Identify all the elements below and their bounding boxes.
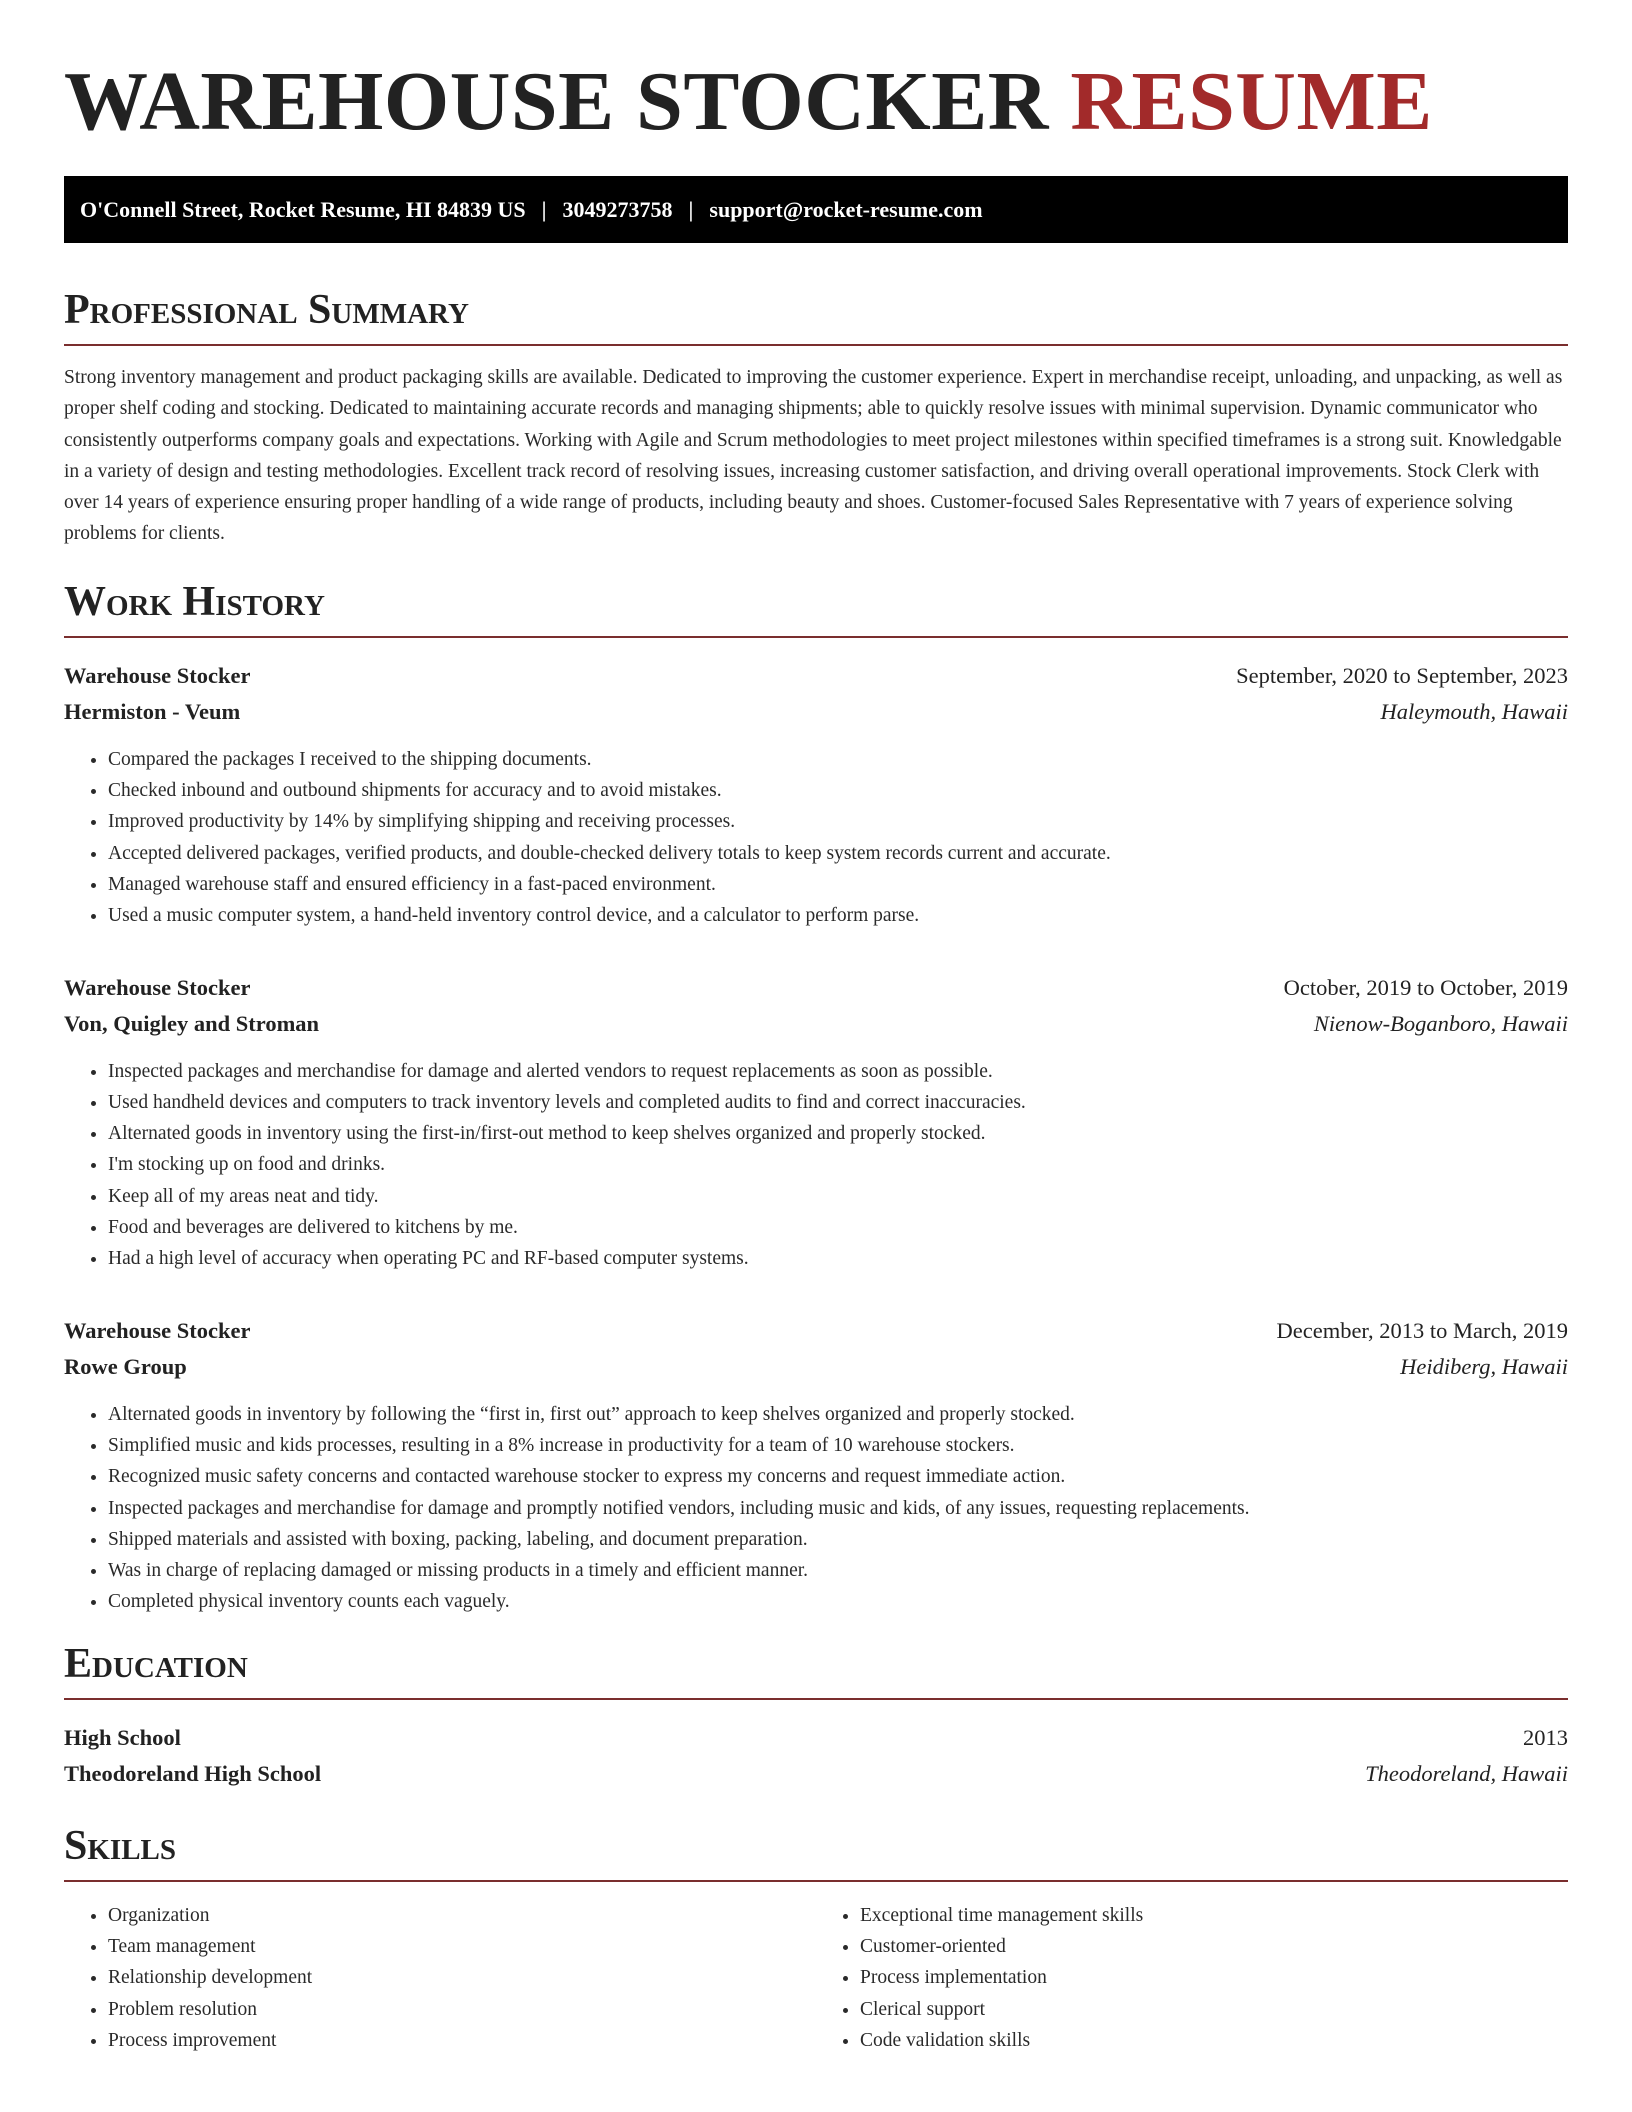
contact-separator: | [688,197,694,222]
job-dates: September, 2020 to September, 2023 [1236,662,1568,688]
skill-item: • Organization [108,1900,816,1931]
job-title-row [64,658,1568,694]
job-duty: • Inspected packages and merchandise for damage and promptly notified vendors, including music and kids, of any issues, requesting replacements. [108,1493,1568,1524]
job-location: Haleymouth, Hawaii [1380,698,1568,724]
section-heading-skills: Skills [64,1820,1568,1882]
skill-item: • Code validation skills [860,2025,1568,2056]
job-company-row [64,1349,1568,1385]
contact-phone[interactable]: 3049273758 [562,197,673,222]
job-duty: • Shipped materials and assisted with boxing, packing, labeling, and document preparation. [108,1524,1568,1555]
job-company-row [64,1006,1568,1042]
skill-item: • Problem resolution [108,1994,816,2025]
section-heading-work-history: Work History [64,576,1568,638]
job-entry [64,658,1568,932]
job-duties-list [64,1399,1568,1618]
job-duty: • Managed warehouse staff and ensured efficiency in a fast-paced environment. [108,869,1568,900]
job-company: Hermiston - Veum [64,698,241,724]
job-company-row [64,694,1568,730]
resume-title [64,52,1568,152]
education-degree-row [64,1720,1568,1756]
job-duty: • Improved productivity by 14% by simplifying shipping and receiving processes. [108,806,1568,837]
job-dates: December, 2013 to March, 2019 [1276,1317,1568,1343]
job-duty: • Keep all of my areas neat and tidy. [108,1181,1568,1212]
skill-item: • Relationship development [108,1962,816,1993]
job-duty: • Was in charge of replacing damaged or missing products in a timely and efficient manner. [108,1555,1568,1586]
job-duties-list [64,1056,1568,1275]
skill-item: • Team management [108,1931,816,1962]
job-company: Rowe Group [64,1353,187,1379]
skill-item: • Exceptional time management skills [860,1900,1568,1931]
job-duty: • Used a music computer system, a hand-held inventory control device, and a calculator to perform parse. [108,900,1568,931]
job-location: Heidiberg, Hawaii [1400,1353,1568,1379]
job-duty: • Used handheld devices and computers to track inventory levels and completed audits to find and correct inaccuracies. [108,1087,1568,1118]
skill-item: • Process improvement [108,2025,816,2056]
title-accent: RESUME [1070,55,1433,148]
job-duty: • Inspected packages and merchandise for damage and alerted vendors to request replacements as soon as possible. [108,1056,1568,1087]
job-title: Warehouse Stocker [64,974,251,1000]
education-school: Theodoreland High School [64,1760,322,1786]
education-year: 2013 [1523,1724,1568,1750]
summary-text: Strong inventory management and product packaging skills are available. Dedicated to improving the customer experience. Expert in merchandise receipt, unloading, and unpacking, as well as proper shelf coding and stocking. Dedicated to maintaining accurate records and managing shipments; able to quickly resolve issues with minimal supervision. Dynamic communicator who consistently outperforms company goals and expectations. Working with Agile and Scrum methodologies to meet project milestones within specified timeframes is a strong suit. Knowledgable in a variety of design and testing methodologies. Excellent track record of resolving issues, increasing customer satisfaction, and driving overall operational improvements. Stock Clerk with over 14 years of experience ensuring proper handling of a wide range of products, including beauty and shoes. Customer-focused Sales Representative with 7 years of experience solving problems for clients. [64,367,1563,545]
job-entry [64,1313,1568,1618]
job-duty: • Had a high level of accuracy when operating PC and RF-based computer systems. [108,1243,1568,1274]
job-duty: • Alternated goods in inventory using the first-in/first-out method to keep shelves organized and properly stocked. [108,1118,1568,1149]
section-heading-education: Education [64,1638,1568,1700]
skill-item: • Process implementation [860,1962,1568,1993]
job-company: Von, Quigley and Stroman [64,1010,320,1036]
job-duty: • Accepted delivered packages, verified products, and double-checked delivery totals to keep system records current and accurate. [108,838,1568,869]
job-title-row [64,1313,1568,1349]
skills-list-left [64,1900,816,2056]
education-location: Theodoreland, Hawaii [1365,1760,1568,1786]
job-entry [64,970,1568,1275]
skills-grid [64,1900,1568,2056]
job-duty: • Completed physical inventory counts each vaguely. [108,1586,1568,1617]
job-duty: • Compared the packages I received to the shipping documents. [108,744,1568,775]
job-location: Nienow-Boganboro, Hawaii [1313,1010,1568,1036]
skills-list-right [816,1900,1568,2056]
contact-bar [64,176,1568,243]
job-title: Warehouse Stocker [64,662,251,688]
job-title: Warehouse Stocker [64,1317,251,1343]
job-dates: October, 2019 to October, 2019 [1283,974,1568,1000]
education-degree: High School [64,1724,181,1750]
education-school-row [64,1756,1568,1792]
skill-item: • Clerical support [860,1994,1568,2025]
job-duty: • Alternated goods in inventory by following the “first in, first out” approach to keep shelves organized and properly stocked. [108,1399,1568,1430]
job-duty: • Simplified music and kids processes, resulting in a 8% increase in productivity for a team of 10 warehouse stockers. [108,1430,1568,1461]
skill-item: • Customer-oriented [860,1931,1568,1962]
job-title-row [64,970,1568,1006]
job-duty: • Food and beverages are delivered to kitchens by me. [108,1212,1568,1243]
contact-email[interactable]: support@rocket-resume.com [709,197,983,222]
job-duty: • Recognized music safety concerns and contacted warehouse stocker to express my concerns and request immediate action. [108,1461,1568,1492]
title-main: WAREHOUSE STOCKER [64,55,1049,148]
contact-separator: | [541,197,547,222]
contact-address: O'Connell Street, Rocket Resume, HI 84839 US [80,197,526,222]
job-duties-list [64,744,1568,932]
job-duty: • I'm stocking up on food and drinks. [108,1149,1568,1180]
education-entry [64,1720,1568,1792]
section-heading-summary: Professional Summary [64,284,1568,346]
job-duty: • Checked inbound and outbound shipments for accuracy and to avoid mistakes. [108,775,1568,806]
